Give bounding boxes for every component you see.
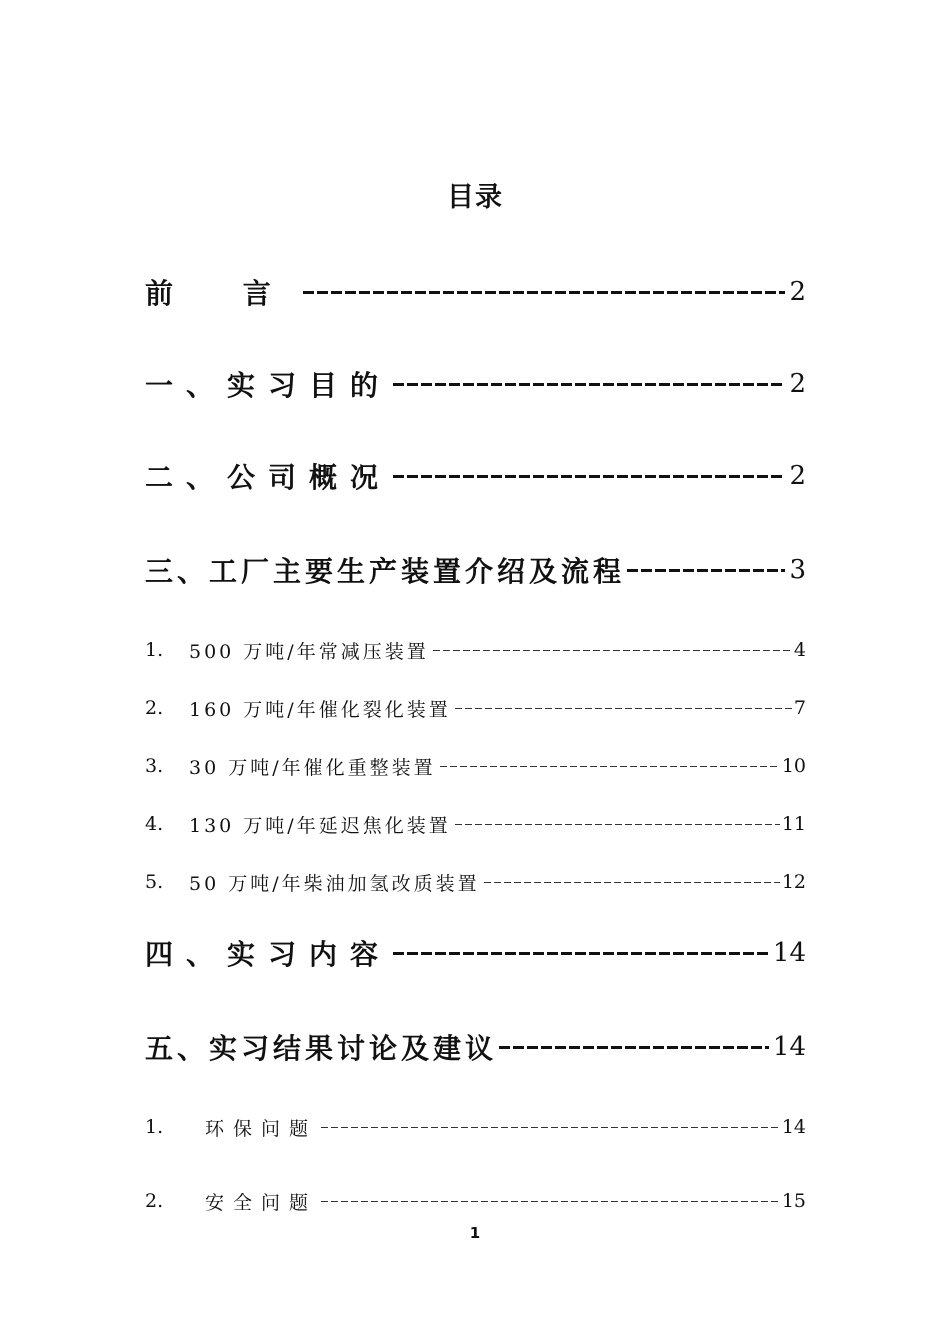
toc-entry-section-5[interactable] (145, 1025, 806, 1069)
toc-subentry-label: 安全问题 (205, 1191, 318, 1214)
toc-entry-label: 三、工厂主要生产装置介绍及流程 (145, 555, 626, 588)
toc-subentry[interactable] (145, 751, 806, 781)
toc-page-number: 2 (789, 277, 806, 307)
toc-subentry[interactable] (145, 1186, 806, 1216)
toc-page-number: 15 (781, 1190, 806, 1212)
toc-subentry-label: 160 万吨/年催化裂化装置 (189, 698, 451, 721)
toc-entry-section-3[interactable] (145, 548, 806, 592)
toc-subentry-label: 环保问题 (205, 1117, 318, 1140)
toc-leader (455, 824, 780, 825)
toc-entry-label: 一、实习目的 (145, 369, 392, 402)
toc-page-number: 3 (789, 555, 806, 585)
toc-page-number: 2 (789, 461, 806, 491)
toc-entry-label: 四、实习内容 (145, 938, 392, 971)
toc-leader (455, 708, 792, 709)
toc-subentry-number: 4. (145, 813, 164, 835)
toc-entry-section-4[interactable] (145, 931, 806, 975)
toc-page-number: 10 (781, 755, 806, 777)
toc-subentry-label: 50 万吨/年柴油加氢改质装置 (189, 872, 480, 895)
toc-subentry[interactable] (145, 867, 806, 897)
toc-subentry-number: 1. (145, 639, 164, 661)
toc-leader (321, 1127, 780, 1128)
toc-entry-label: 二、公司概况 (145, 461, 392, 494)
toc-entry-section-1[interactable] (145, 362, 806, 406)
toc-subentry-number: 1. (145, 1116, 164, 1138)
toc-leader (393, 475, 785, 478)
toc-subentry-label: 30 万吨/年催化重整装置 (189, 756, 436, 779)
toc-page-number: 14 (772, 1032, 806, 1062)
toc-page-number: 11 (781, 813, 806, 835)
toc-subentry[interactable] (145, 635, 806, 665)
toc-subentry[interactable] (145, 693, 806, 723)
toc-subentry[interactable] (145, 809, 806, 839)
toc-leader (393, 383, 785, 386)
toc-page-number: 4 (793, 639, 806, 661)
toc-entry-section-2[interactable] (145, 454, 806, 498)
toc-page-number: 14 (781, 1116, 806, 1138)
toc-page-number: 14 (772, 938, 806, 968)
toc-leader (627, 569, 785, 572)
toc-subentry-number: 3. (145, 755, 164, 777)
page-footer-number: 1 (469, 1224, 481, 1242)
toc-leader (484, 882, 780, 883)
toc-leader (393, 952, 769, 955)
toc-subentry-label: 130 万吨/年延迟焦化装置 (189, 814, 451, 837)
toc-subentry-number: 2. (145, 1190, 164, 1212)
toc-page-number: 12 (781, 871, 806, 893)
toc-entry-label: 五、实习结果讨论及建议 (145, 1032, 498, 1065)
toc-entry-preface[interactable] (145, 270, 806, 314)
toc-leader (321, 1201, 780, 1202)
toc-page-number: 7 (793, 697, 806, 719)
toc-entry-label: 前 言 (145, 277, 301, 310)
toc-subentry[interactable] (145, 1112, 806, 1142)
toc-subentry-label: 500 万吨/年常减压装置 (189, 640, 429, 663)
toc-leader (303, 291, 786, 294)
toc-leader (433, 650, 792, 651)
toc-subentry-number: 5. (145, 871, 164, 893)
page-title: 目录 (447, 182, 503, 213)
toc-subentry-number: 2. (145, 697, 164, 719)
toc-leader (499, 1046, 769, 1049)
toc-page-number: 2 (789, 369, 806, 399)
toc-leader (440, 766, 780, 767)
